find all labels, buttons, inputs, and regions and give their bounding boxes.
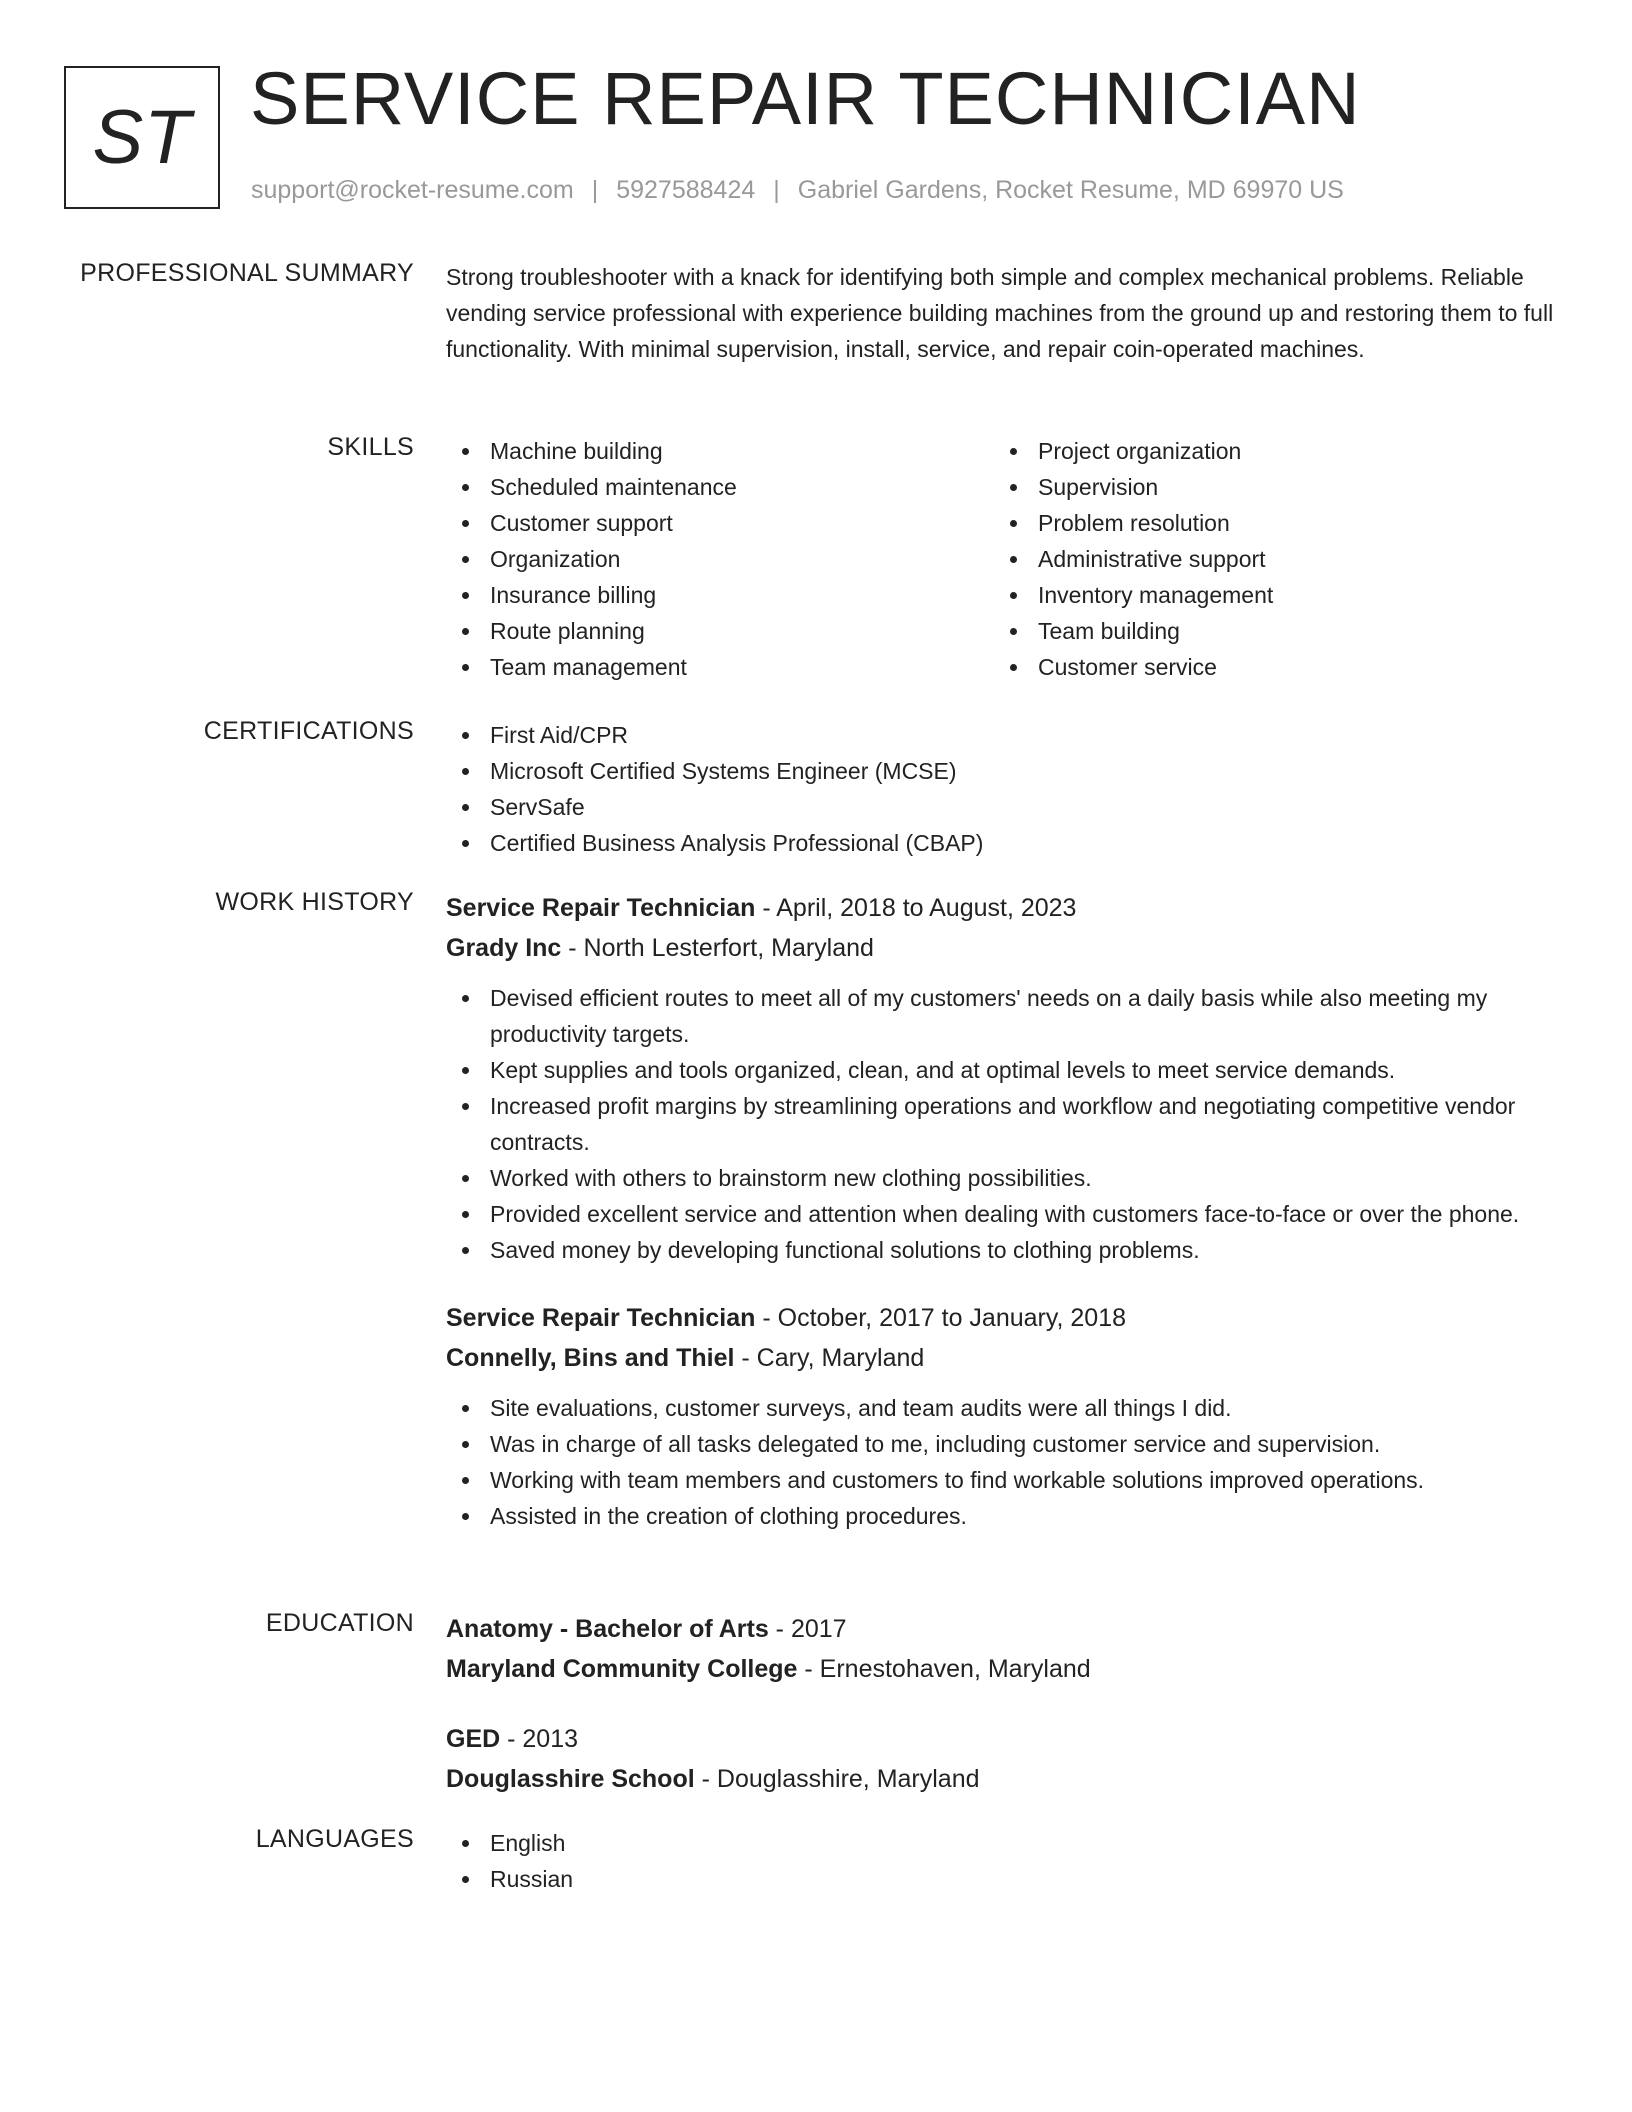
- contact-email[interactable]: support@rocket-resume.com: [251, 176, 574, 204]
- list-item: Increased profit margins by streamlining operations and workflow and negotiating competitive vendor contracts.: [446, 1088, 1556, 1160]
- list-item: Team building: [994, 613, 1542, 649]
- job-title-line: [446, 888, 1556, 928]
- list-item: Team management: [446, 649, 994, 685]
- monogram-box: [64, 66, 220, 209]
- section-label-skills: SKILLS: [327, 433, 414, 461]
- certifications-list: [446, 717, 1556, 861]
- education-degree-line: [446, 1609, 1556, 1649]
- education-entry: [446, 1719, 1556, 1799]
- job-dates: - October, 2017 to January, 2018: [755, 1304, 1127, 1332]
- job-company-line: [446, 1338, 1556, 1378]
- summary-body: [446, 259, 1556, 367]
- education-school: Maryland Community College: [446, 1655, 798, 1683]
- job-title-line: [446, 1298, 1556, 1338]
- list-item: Organization: [446, 541, 994, 577]
- list-item: Was in charge of all tasks delegated to me, including customer service and supervision.: [446, 1426, 1556, 1462]
- list-item: Problem resolution: [994, 505, 1542, 541]
- list-item: Route planning: [446, 613, 994, 649]
- list-item: Insurance billing: [446, 577, 994, 613]
- education-entry: [446, 1609, 1556, 1689]
- job-title: Service Repair Technician: [446, 1304, 756, 1332]
- skills-list-left: [446, 433, 994, 685]
- section-label-work: WORK HISTORY: [215, 888, 414, 916]
- list-item: Devised efficient routes to meet all of my customers' needs on a daily basis while also meeting my productivity targets.: [446, 980, 1556, 1052]
- section-label-summary: PROFESSIONAL SUMMARY: [80, 259, 414, 287]
- education-school-line: [446, 1759, 1556, 1799]
- languages-body: [446, 1825, 1556, 1897]
- job-bullets: [446, 980, 1556, 1268]
- education-school-line: [446, 1649, 1556, 1689]
- skills-list-right: [994, 433, 1542, 685]
- job-company: Grady Inc: [446, 934, 562, 962]
- list-item: Kept supplies and tools organized, clean, and at optimal levels to meet service demands.: [446, 1052, 1556, 1088]
- job-dates: - April, 2018 to August, 2023: [755, 894, 1077, 922]
- list-item: Microsoft Certified Systems Engineer (MCSE): [446, 753, 1556, 789]
- contact-phone[interactable]: 5927588424: [616, 176, 756, 204]
- list-item: Site evaluations, customer surveys, and team audits were all things I did.: [446, 1390, 1556, 1426]
- contact-line: [251, 176, 1344, 205]
- education-degree: GED: [446, 1725, 501, 1753]
- summary-text: Strong troubleshooter with a knack for identifying both simple and complex mechanical problems. Reliable vending service professional with experience building machines from the ground up and restoring them to full functionality. With minimal supervision, install, service, and repair coin-operated machines.: [446, 264, 1554, 362]
- certifications-body: [446, 717, 1556, 861]
- resume-title: SERVICE REPAIR TECHNICIAN: [250, 57, 1361, 140]
- job-bullets: [446, 1390, 1556, 1534]
- list-item: Provided excellent service and attention when dealing with customers face-to-face or over the phone.: [446, 1196, 1556, 1232]
- languages-list: [446, 1825, 1556, 1897]
- list-item: Russian: [446, 1861, 1556, 1897]
- contact-separator: |: [773, 176, 780, 204]
- job-company: Connelly, Bins and Thiel: [446, 1344, 735, 1372]
- job-entry: [446, 1298, 1556, 1534]
- education-degree: Anatomy - Bachelor of Arts: [446, 1615, 769, 1643]
- list-item: Certified Business Analysis Professional (CBAP): [446, 825, 1556, 861]
- contact-separator: |: [591, 176, 599, 204]
- list-item: Machine building: [446, 433, 994, 469]
- education-year: - 2017: [768, 1615, 847, 1643]
- monogram-initials: ST: [92, 95, 192, 180]
- section-label-education: EDUCATION: [265, 1609, 414, 1637]
- education-school: Douglasshire School: [446, 1765, 695, 1793]
- list-item: Administrative support: [994, 541, 1542, 577]
- section-label-languages: LANGUAGES: [255, 1825, 414, 1853]
- list-item: Customer service: [994, 649, 1542, 685]
- job-location: - Cary, Maryland: [734, 1344, 925, 1372]
- skills-body: [446, 433, 1556, 685]
- education-location: - Douglasshire, Maryland: [694, 1765, 980, 1793]
- list-item: ServSafe: [446, 789, 1556, 825]
- education-body: [446, 1609, 1556, 1799]
- section-label-certifications: CERTIFICATIONS: [203, 717, 414, 745]
- list-item: Scheduled maintenance: [446, 469, 994, 505]
- education-degree-line: [446, 1719, 1556, 1759]
- list-item: Supervision: [994, 469, 1542, 505]
- list-item: Inventory management: [994, 577, 1542, 613]
- job-company-line: [446, 928, 1556, 968]
- job-title: Service Repair Technician: [446, 894, 756, 922]
- list-item: Customer support: [446, 505, 994, 541]
- contact-address: Gabriel Gardens, Rocket Resume, MD 69970 US: [797, 176, 1344, 204]
- list-item: Saved money by developing functional solutions to clothing problems.: [446, 1232, 1556, 1268]
- work-body: [446, 888, 1556, 1534]
- education-location: - Ernestohaven, Maryland: [797, 1655, 1091, 1683]
- list-item: English: [446, 1825, 1556, 1861]
- education-year: - 2013: [500, 1725, 579, 1753]
- list-item: First Aid/CPR: [446, 717, 1556, 753]
- job-entry: [446, 888, 1556, 1268]
- job-location: - North Lesterfort, Maryland: [561, 934, 874, 962]
- list-item: Working with team members and customers to find workable solutions improved operations.: [446, 1462, 1556, 1498]
- list-item: Worked with others to brainstorm new clothing possibilities.: [446, 1160, 1556, 1196]
- list-item: Assisted in the creation of clothing procedures.: [446, 1498, 1556, 1534]
- list-item: Project organization: [994, 433, 1542, 469]
